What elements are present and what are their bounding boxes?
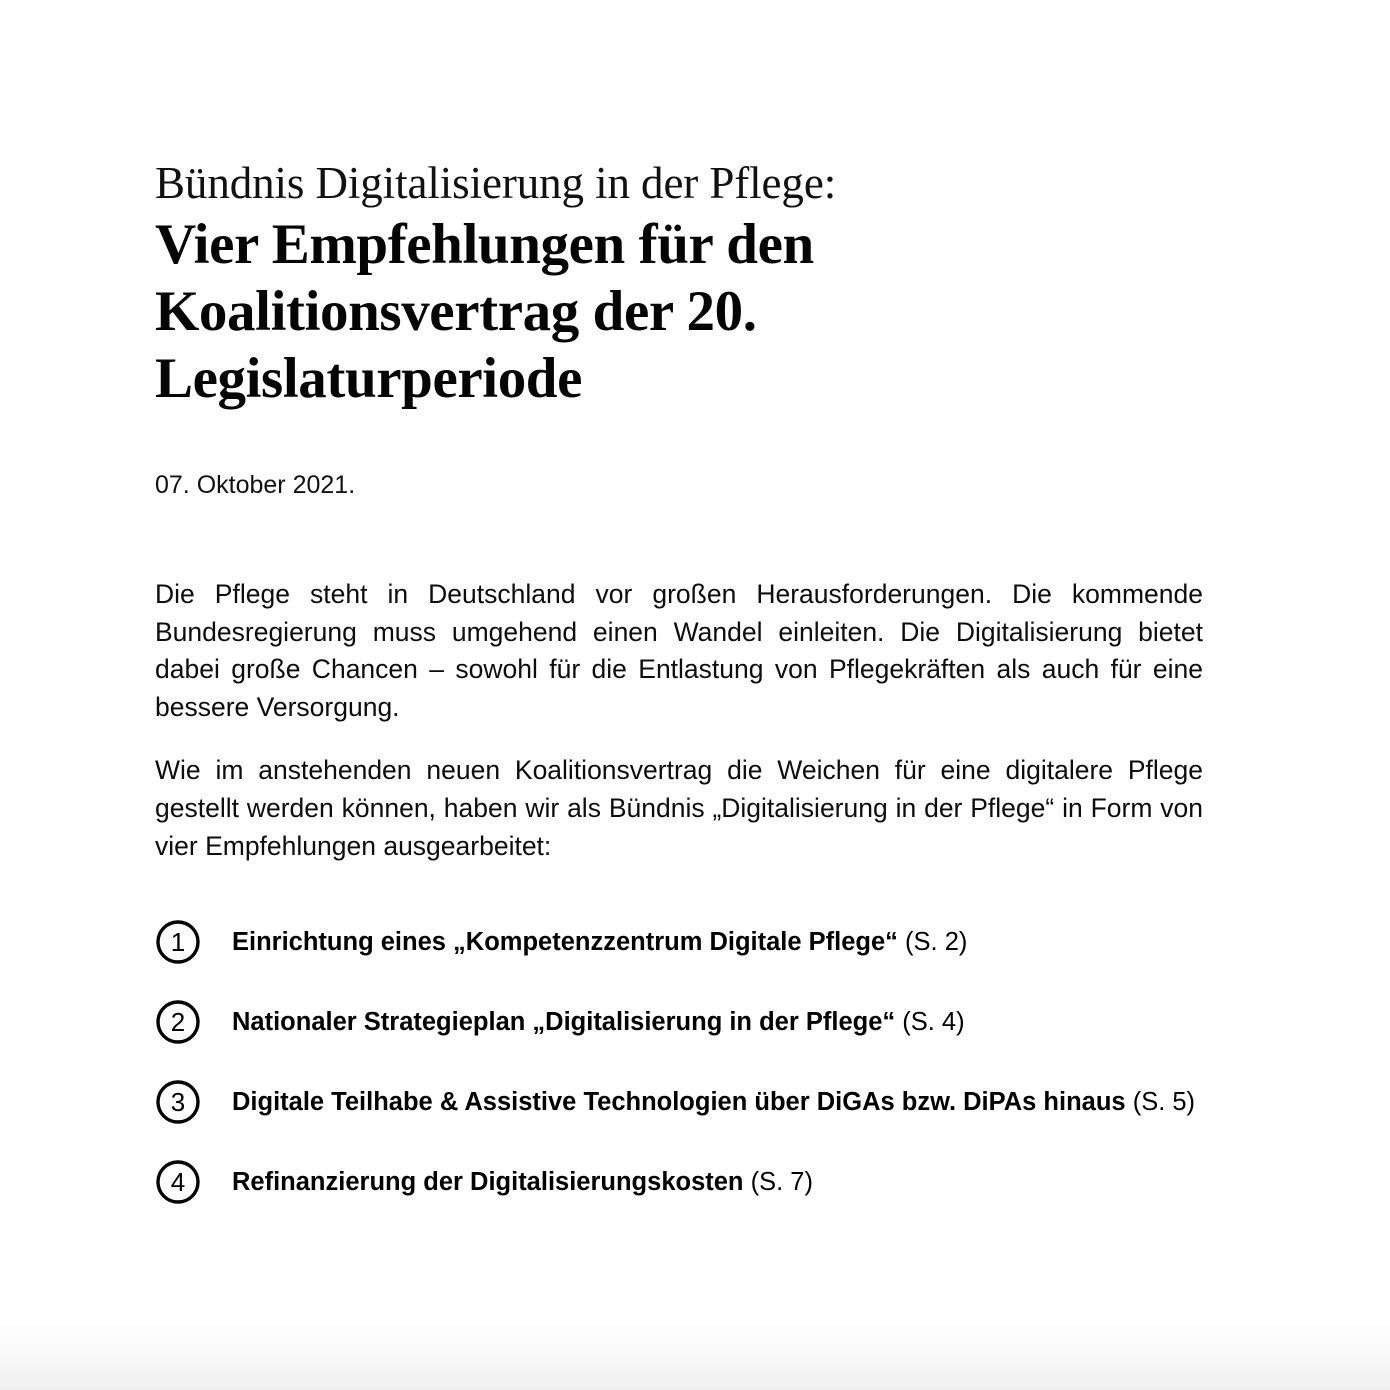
document-eyebrow: Bündnis Digitalisierung in der Pflege: [155,158,837,208]
title-block [155,0,1203,412]
recommendations-list [155,919,1203,1205]
circled-number-1-label: 1 [170,927,186,958]
page-bottom-fade [0,1300,1390,1390]
recommendation-text [232,1079,1195,1125]
intro-paragraph-2: Wie im anstehenden neuen Koalitionsvertrag die Weichen für eine digitalere Pflege gestellt werden können, haben wir als Bündnis „Digitalisierung in der Pflege“ in Form von vier Empfehlungen ausgearbeitet: [155,755,1203,861]
recommendation-label: Refinanzierung der Digitalisierungskosten [232,1168,744,1197]
page-title: Vier Empfehlungen für den Koalitionsvertrag der 20. Legislaturperiode [155,213,814,410]
recommendation-label: Einrichtung eines „Kompetenzzentrum Digitale Pflege“ [232,928,898,957]
recommendation-page-ref: (S. 2) [905,928,968,957]
recommendation-text [232,1159,813,1205]
circled-number-3-label: 3 [170,1087,186,1118]
recommendation-text [232,919,967,965]
recommendation-page-ref: (S. 5) [1132,1088,1196,1117]
document-content [155,0,1203,1205]
list-item [155,1079,1203,1125]
recommendation-label: Nationaler Strategieplan „Digitalisierung in der Pflege“ [232,1008,896,1037]
document-date: 07. Oktober 2021. [155,471,356,500]
recommendation-page-ref: (S. 4) [902,1008,965,1037]
circled-number-2-label: 2 [170,1007,186,1038]
circled-number-4-icon [155,1159,201,1205]
body-copy [155,576,1203,865]
list-item [155,919,1203,965]
circled-number-4-label: 4 [170,1167,186,1198]
circled-number-2-icon [155,999,201,1045]
recommendation-page-ref: (S. 7) [750,1168,813,1197]
circled-number-3-icon [155,1079,201,1125]
circled-number-1-icon [155,919,201,965]
list-item [155,1159,1203,1205]
recommendation-text [232,999,965,1045]
intro-paragraph-1: Die Pflege steht in Deutschland vor großen Herausforderungen. Die kommende Bundesregierung muss umgehend einen Wandel einleiten. Die Digitalisierung bietet dabei große Chancen – sowohl für die Entlastung von Pflegekräften als auch für eine bessere Versorgung. [155,578,1203,722]
recommendation-label: Digitale Teilhabe & Assistive Technologien über DiGAs bzw. DiPAs hinaus [232,1088,1126,1117]
list-item [155,999,1203,1045]
